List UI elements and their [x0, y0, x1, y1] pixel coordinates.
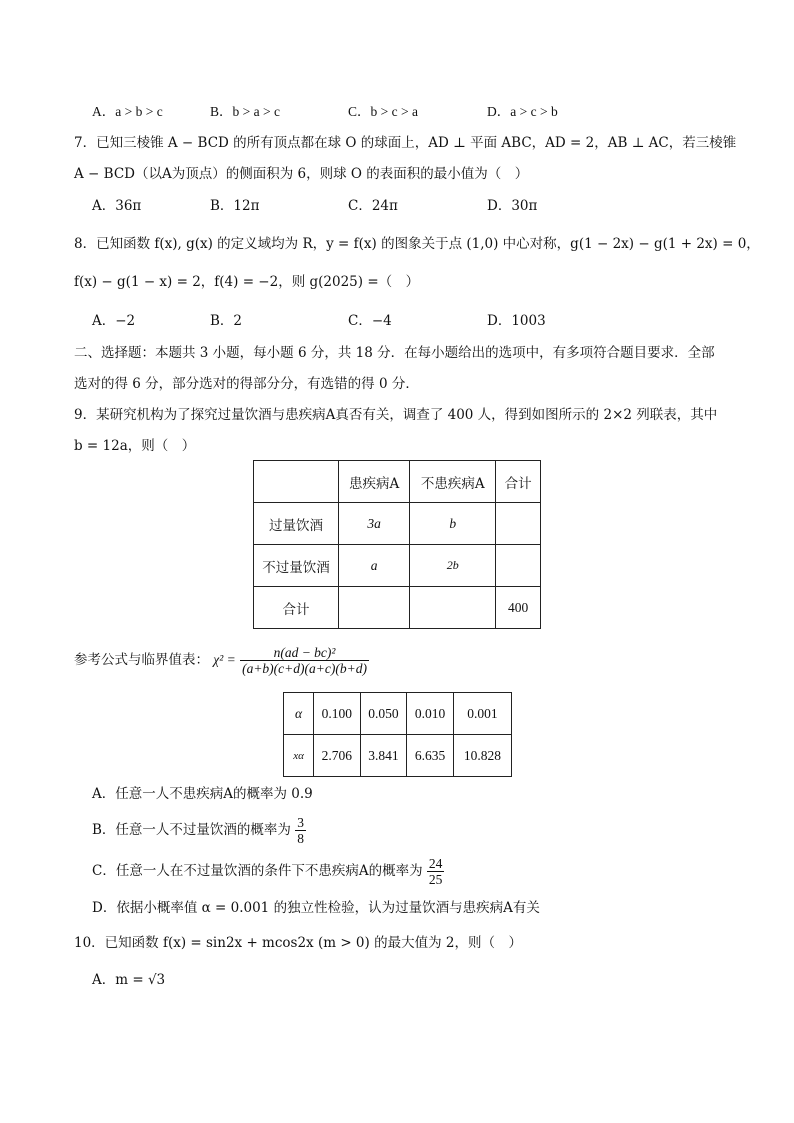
contingency-cell [339, 587, 410, 629]
q7-option-a: A．36π [92, 198, 142, 214]
q9-option-c-numerator: 24 [428, 856, 443, 871]
critical-value-table [283, 692, 512, 777]
q9-option-c-fraction [427, 856, 445, 887]
q9-option-b-fraction [295, 815, 306, 846]
critical-alpha-label: α [284, 693, 314, 735]
critical-alpha-row [284, 693, 512, 735]
formula-denominator: (a+b)(c+d)(a+c)(b+d) [242, 661, 367, 676]
q6-option-d: D．a > c > b [487, 104, 558, 119]
q10-stem: 10．已知函数 f(x) = sin2x + mcos2x (m > 0) 的最大值为 2，则（ ） [74, 935, 522, 951]
contingency-cell: 2b [410, 545, 496, 587]
contingency-cell-label: 合计 [254, 587, 339, 629]
q7-stem-line2: A − BCD（以A为顶点）的侧面积为 6，则球 O 的表面积的最小值为（ ） [74, 166, 529, 182]
q6-option-b: B．b > a > c [210, 104, 280, 119]
contingency-header-total: 合计 [496, 461, 541, 503]
contingency-header-row [254, 461, 541, 503]
q8-option-a: A．−2 [92, 313, 136, 329]
q9-option-a: A．任意一人不患疾病A的概率为 0.9 [92, 786, 313, 802]
contingency-table [253, 460, 541, 629]
q9-stem-line2: b = 12a，则（ ） [74, 438, 196, 454]
q6-option-a: A．a > b > c [92, 104, 163, 119]
contingency-cell [496, 503, 541, 545]
q7-stem-line1: 7．已知三棱锥 A − BCD 的所有顶点都在球 O 的球面上，AD ⊥ 平面 ABC，AD = 2，AB ⊥ AC，若三棱锥 [74, 135, 737, 151]
contingency-header-no-disease: 不患疾病A [410, 461, 496, 503]
critical-x-label: xα [284, 735, 314, 777]
critical-x-value: 2.706 [314, 735, 361, 777]
critical-x-value: 10.828 [453, 735, 511, 777]
formula-numerator: n(ad − bc)² [240, 645, 369, 661]
formula-lhs: χ² = [213, 652, 236, 667]
contingency-cell-label: 不过量饮酒 [254, 545, 339, 587]
q9-stem-line1: 9．某研究机构为了探究过量饮酒与患疾病A真否有关，调查了 400 人，得到如图所示的 2×2 列联表，其中 [74, 407, 718, 423]
critical-alpha-value: 0.010 [407, 693, 454, 735]
contingency-row-total [254, 587, 541, 629]
q9-option-b-numerator: 3 [297, 815, 304, 830]
chi-square-formula [74, 643, 369, 677]
contingency-row-not-heavy [254, 545, 541, 587]
critical-alpha-value: 0.050 [360, 693, 407, 735]
critical-x-row [284, 735, 512, 777]
section2-heading-line2: 选对的得 6 分，部分选对的得部分分，有选错的得 0 分． [74, 376, 419, 392]
contingency-cell [496, 545, 541, 587]
contingency-cell: 400 [496, 587, 541, 629]
formula-fraction [240, 645, 369, 676]
q6-option-c: C．b > c > a [348, 104, 418, 119]
critical-x-value: 3.841 [360, 735, 407, 777]
contingency-row-heavy [254, 503, 541, 545]
q9-option-c [92, 854, 444, 888]
critical-x-value: 6.635 [407, 735, 454, 777]
contingency-cell: a [339, 545, 410, 587]
q9-option-d: D．依据小概率值 α = 0.001 的独立性检验，认为过量饮酒与患疾病A有关 [92, 900, 540, 916]
q7-option-c: C．24π [348, 198, 398, 214]
q8-option-d: D．1003 [487, 313, 546, 329]
q8-stem-line2: f(x) − g(1 − x) = 2，f(4) = −2，则 g(2025) =（ ） [74, 274, 420, 290]
contingency-cell [410, 587, 496, 629]
formula-label: 参考公式与临界值表： [74, 652, 209, 668]
contingency-header-disease: 患疾病A [339, 461, 410, 503]
q9-option-b [92, 813, 306, 847]
q10-option-a: A．m = √3 [92, 972, 166, 988]
critical-alpha-value: 0.100 [314, 693, 361, 735]
q9-option-b-text: B．任意一人不过量饮酒的概率为 [92, 822, 291, 838]
q9-option-c-text: C．任意一人在不过量饮酒的条件下不患疾病A的概率为 [92, 863, 423, 879]
q8-option-c: C．−4 [348, 313, 392, 329]
q7-option-d: D．30π [487, 198, 538, 214]
contingency-header-corner [254, 461, 339, 503]
contingency-cell: 3a [339, 503, 410, 545]
q8-stem-line1: 8．已知函数 f(x), g(x) 的定义域均为 R，y = f(x) 的图象关于点 (1,0) 中心对称，g(1 − 2x) − g(1 + 2x) = 0， [74, 236, 760, 252]
critical-alpha-value: 0.001 [453, 693, 511, 735]
q9-option-c-denominator: 25 [428, 872, 443, 887]
contingency-cell: b [410, 503, 496, 545]
q9-option-b-denominator: 8 [297, 831, 304, 846]
contingency-cell-label: 过量饮酒 [254, 503, 339, 545]
q8-option-b: B．2 [210, 313, 243, 329]
section2-heading-line1: 二、选择题：本题共 3 小题，每小题 6 分，共 18 分．在每小题给出的选项中，有多项符合题目要求．全部 [74, 345, 715, 361]
q7-option-b: B．12π [210, 198, 260, 214]
